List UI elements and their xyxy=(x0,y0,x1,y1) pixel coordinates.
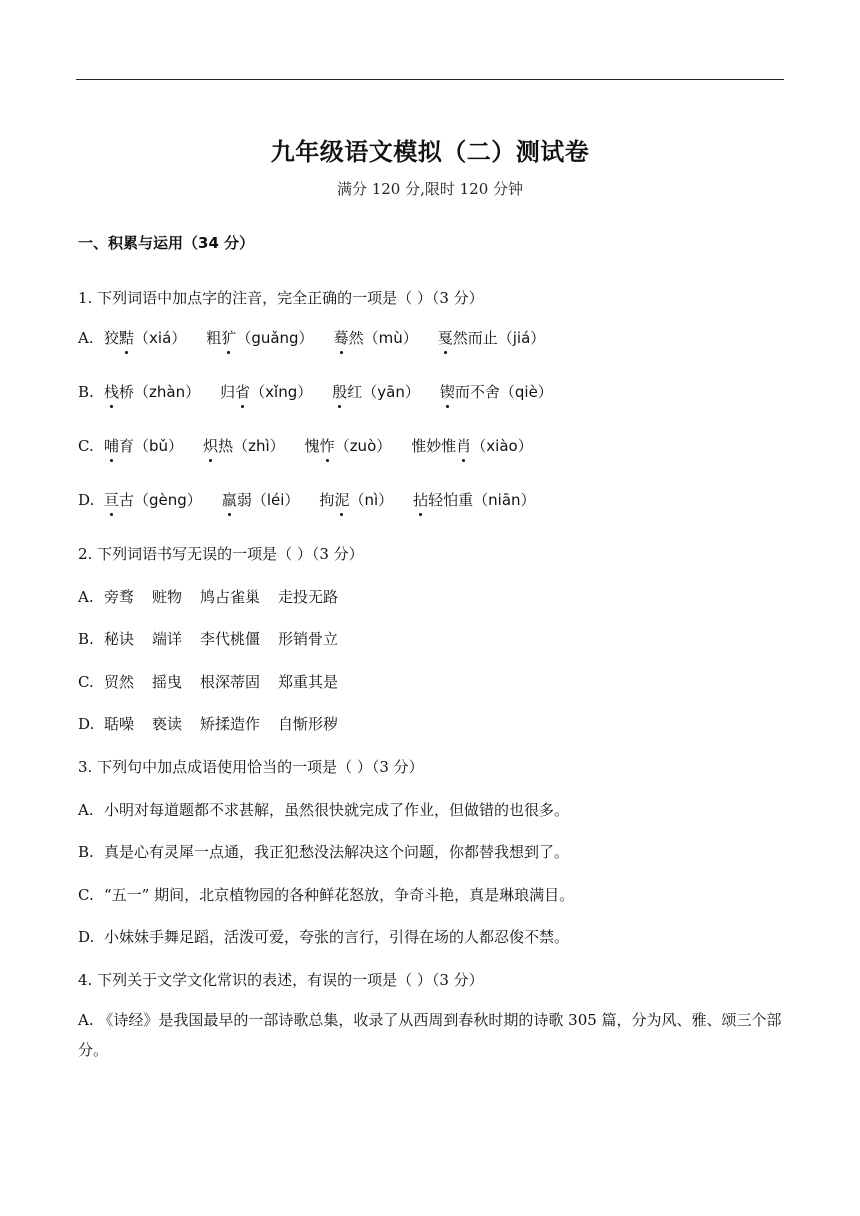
emphasis-char: 亘 xyxy=(104,491,120,509)
option-text: 真是心有灵犀一点通，我正犯愁没法解决这个问题，你都替我想到了。 xyxy=(104,843,570,861)
question-2-option-c xyxy=(78,671,356,692)
option-item: 愧怍（zuò） xyxy=(304,437,392,455)
option-item: 粗犷（guǎng） xyxy=(206,329,314,347)
emphasis-char: 炽 xyxy=(203,437,219,455)
option-text: “五一” 期间，北京植物园的各种鲜花怒放，争奇斗艳，真是琳琅满目。 xyxy=(104,886,575,904)
question-3-stem: 3. 下列句中加点成语使用恰当的一项是（ ）（3 分） xyxy=(78,758,424,776)
emphasis-char: 黠 xyxy=(119,329,135,347)
option-text: 《诗经》是我国最早的一部诗歌总集，收录了从西周到春秋时期的诗歌 305 篇，分为风、雅、颂三个部分。 xyxy=(78,1011,782,1059)
question-1-option-b xyxy=(78,381,573,402)
option-word: 聒噪 xyxy=(104,715,135,733)
pinyin: （zhì） xyxy=(233,437,285,455)
question-2-option-d xyxy=(78,713,356,734)
option-label: A. xyxy=(78,329,94,347)
option-text: 小妹妹手舞足蹈，活泼可爱，夸张的言行，引得在场的人都忍俊不禁。 xyxy=(104,928,570,946)
section-heading: 一、积累与运用（34 分） xyxy=(78,234,255,252)
option-label: A. xyxy=(78,588,94,606)
pinyin: （bǔ） xyxy=(134,437,184,455)
option-item: 拘泥（nì） xyxy=(319,491,394,509)
option-label: D. xyxy=(78,491,95,509)
question-1-option-a xyxy=(78,327,565,348)
emphasis-char: 戛 xyxy=(437,329,453,347)
option-word: 形销骨立 xyxy=(278,630,339,648)
pinyin: （xiá） xyxy=(134,329,187,347)
option-word: 赃物 xyxy=(152,588,183,606)
pinyin: （xiào） xyxy=(471,437,533,455)
emphasis-char: 羸 xyxy=(221,491,237,509)
question-3-option-b xyxy=(78,841,569,862)
pinyin: （gèng） xyxy=(134,491,202,509)
option-item: 戛然而止（jiá） xyxy=(437,329,546,347)
option-word: 摇曳 xyxy=(152,673,183,691)
emphasis-char: 肖 xyxy=(456,437,472,455)
emphasis-char: 锲 xyxy=(439,383,455,401)
option-item: 哺育（bǔ） xyxy=(104,437,184,455)
pinyin: （zhàn） xyxy=(134,383,201,401)
emphasis-char: 犷 xyxy=(221,329,237,347)
page-subtitle: 满分 120 分,限时 120 分钟 xyxy=(336,180,524,198)
option-label: B. xyxy=(78,630,94,648)
question-1-option-d xyxy=(78,489,556,510)
emphasis-char: 拈 xyxy=(413,491,429,509)
option-word: 李代桃僵 xyxy=(200,630,261,648)
question-3-option-c xyxy=(78,884,574,905)
emphasis-char: 殷 xyxy=(332,383,348,401)
question-4-stem: 4. 下列关于文学文化常识的表述，有误的一项是（ ）（3 分） xyxy=(78,971,484,989)
option-word: 贸然 xyxy=(104,673,135,691)
pinyin: （jiá） xyxy=(497,329,546,347)
option-word: 矫揉造作 xyxy=(200,715,261,733)
emphasis-char: 哺 xyxy=(104,437,120,455)
pinyin: （zuò） xyxy=(334,437,392,455)
question-1-stem: 1. 下列词语中加点字的注音，完全正确的一项是（ ）（3 分） xyxy=(78,289,484,307)
emphasis-char: 栈 xyxy=(104,383,120,401)
header-rule xyxy=(76,79,784,80)
option-item: 亘古（gèng） xyxy=(104,491,202,509)
option-word: 鸠占雀巢 xyxy=(200,588,261,606)
emphasis-char: 省 xyxy=(235,383,251,401)
option-item: 栈桥（zhàn） xyxy=(104,383,201,401)
question-4-option-a xyxy=(78,1005,790,1065)
option-item: 狡黠（xiá） xyxy=(104,329,187,347)
option-label: C. xyxy=(78,673,94,691)
option-word: 郑重其是 xyxy=(278,673,339,691)
option-label: A. xyxy=(78,1011,94,1029)
option-label: C. xyxy=(78,886,94,904)
option-text: 小明对每道题都不求甚解，虽然很快就完成了作业，但做错的也很多。 xyxy=(104,801,570,819)
option-item: 归省（xǐng） xyxy=(220,383,313,401)
pinyin: （mù） xyxy=(363,329,418,347)
option-word: 秘诀 xyxy=(104,630,135,648)
option-word: 亵读 xyxy=(152,715,183,733)
option-word: 端详 xyxy=(152,630,183,648)
emphasis-char: 怍 xyxy=(319,437,335,455)
pinyin: （yān） xyxy=(362,383,420,401)
question-3-option-d xyxy=(78,926,569,947)
option-item: 锲而不舍（qiè） xyxy=(439,383,553,401)
option-item: 蓦然（mù） xyxy=(333,329,418,347)
question-3-option-a xyxy=(78,799,569,820)
option-item: 羸弱（léi） xyxy=(221,491,300,509)
question-2-option-b xyxy=(78,628,356,649)
option-word: 走投无路 xyxy=(278,588,339,606)
question-1-option-c xyxy=(78,435,553,456)
question-2-option-a xyxy=(78,586,356,607)
option-label: B. xyxy=(78,383,94,401)
option-item: 惟妙惟肖（xiào） xyxy=(411,437,533,455)
emphasis-char: 泥 xyxy=(334,491,350,509)
option-label: D. xyxy=(78,928,95,946)
option-label: A. xyxy=(78,801,94,819)
pinyin: （nì） xyxy=(349,491,394,509)
pinyin: （léi） xyxy=(251,491,300,509)
option-word: 旁骛 xyxy=(104,588,135,606)
emphasis-char: 蓦 xyxy=(333,329,349,347)
option-label: B. xyxy=(78,843,94,861)
pinyin: （niān） xyxy=(473,491,536,509)
option-word: 根深蒂固 xyxy=(200,673,261,691)
option-item: 拈轻怕重（niān） xyxy=(413,491,536,509)
page-title: 九年级语文模拟（二）测试卷 xyxy=(270,138,590,166)
option-label: C. xyxy=(78,437,94,455)
pinyin: （qiè） xyxy=(499,383,553,401)
option-label: D. xyxy=(78,715,95,733)
pinyin: （guǎng） xyxy=(236,329,314,347)
option-item: 炽热（zhì） xyxy=(203,437,285,455)
option-item: 殷红（yān） xyxy=(332,383,420,401)
question-2-stem: 2. 下列词语书写无误的一项是（ ）（3 分） xyxy=(78,545,364,563)
pinyin: （xǐng） xyxy=(250,383,313,401)
option-word: 自惭形秽 xyxy=(278,715,339,733)
